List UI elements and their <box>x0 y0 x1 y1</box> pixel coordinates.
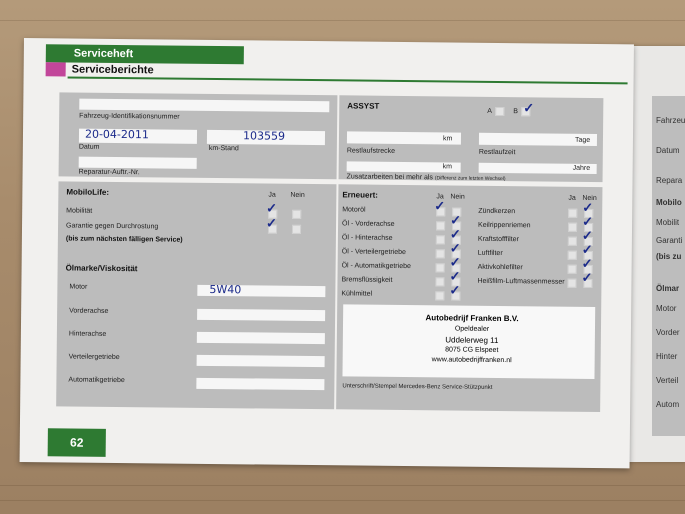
check-mark: ✓ <box>582 199 594 215</box>
erneuert-ja-checkbox[interactable] <box>568 265 577 274</box>
next-page-fragment: Garanti <box>656 236 683 245</box>
erneuert-item: Öl - Hinterachse <box>341 234 393 242</box>
jahre-unit: Jahre <box>572 164 591 172</box>
assyst-option-a-checkbox[interactable] <box>495 107 504 116</box>
assyst-option-b-label: B <box>513 108 518 116</box>
erneuert-ja-checkbox[interactable] <box>436 235 445 244</box>
mobilo-nein-checkbox[interactable] <box>292 210 301 219</box>
erneuert-item: Bremsflüssigkeit <box>341 276 393 284</box>
oel-row-label: Motor <box>69 283 88 291</box>
mobilo-nein-checkbox[interactable] <box>292 225 301 234</box>
check-mark: ✓ <box>449 282 461 298</box>
date-value: 20-04-2011 <box>84 127 149 142</box>
stamp-line: Opeldealer <box>454 325 490 333</box>
mobilo-item: Mobilität <box>66 207 93 215</box>
check-mark: ✓ <box>523 100 535 116</box>
oel-vorderachse-field[interactable] <box>197 309 325 321</box>
km-unit: km <box>442 135 453 143</box>
next-page-fragment: Vorder <box>656 328 680 337</box>
erneuert-panel <box>336 184 602 412</box>
erneuert-ja-checkbox[interactable] <box>567 279 576 288</box>
erneuert-item: Öl - Automatikgetriebe <box>341 262 411 271</box>
section-header: Serviceheft <box>46 44 244 64</box>
erneuert-title: Erneuert: <box>342 190 378 200</box>
erneuert-ja-checkbox[interactable] <box>568 209 577 218</box>
oel-hinterachse-field[interactable] <box>197 332 325 344</box>
order-field[interactable] <box>79 157 197 169</box>
next-page-fragment: Datum <box>656 146 680 155</box>
erneuert-ja-checkbox[interactable] <box>568 251 577 260</box>
stamp-line: 8075 CG Elspeet <box>445 346 499 354</box>
check-mark: ✓ <box>581 241 593 257</box>
zusatz-label-text: Zusatzarbeiten bei mehr als <box>346 173 433 182</box>
stamp-field[interactable] <box>342 304 595 379</box>
erneuert-ja-checkbox[interactable] <box>568 223 577 232</box>
stamp-line: Autobedrijf Franken B.V. <box>425 313 519 324</box>
km-label: km-Stand <box>208 144 239 153</box>
next-page-fragment: Mobilit <box>656 218 680 227</box>
vehicle-info-panel <box>59 92 338 179</box>
erneuert-item: Luftfilter <box>477 249 503 258</box>
erneuert-item: Heißfilm-Luftmassenmesser <box>477 277 565 286</box>
oel-row-label: Verteilergetriebe <box>68 353 120 362</box>
check-mark: ✓ <box>449 240 461 256</box>
assyst-option-a-label: A <box>487 107 492 115</box>
erneuert-nein-header: Nein <box>582 194 597 203</box>
next-page-fragment: Motor <box>656 304 677 313</box>
oel-automatikgetriebe-field[interactable] <box>196 378 324 390</box>
order-label: Reparatur-Auftr.-Nr. <box>78 168 140 177</box>
check-mark: ✓ <box>449 226 461 242</box>
erneuert-item: Keilrippenriemen <box>478 221 531 230</box>
erneuert-item: Zündkerzen <box>478 207 516 216</box>
date-label: Datum <box>78 143 100 151</box>
stamp-line: www.autobedrijffranken.nl <box>431 356 512 365</box>
check-mark: ✓ <box>265 215 278 231</box>
tage-unit: Tage <box>574 136 591 144</box>
mobilo-title: MobiloLife: <box>66 187 110 197</box>
next-page-fragment: Hinter <box>656 352 678 361</box>
oel-row-label: Vorderachse <box>69 307 109 315</box>
oel-title: Ölmarke/Viskosität <box>65 263 138 274</box>
erneuert-item: Motoröl <box>342 206 366 214</box>
check-mark: ✓ <box>434 198 446 214</box>
dealer-stamp <box>367 313 577 365</box>
check-mark: ✓ <box>582 213 594 229</box>
km-unit: km <box>442 163 453 171</box>
erneuert-ja-checkbox[interactable] <box>435 291 444 300</box>
erneuert-item: Öl - Vorderachse <box>342 220 395 228</box>
mobilo-item: Garantie gegen Durchrostung <box>65 222 159 231</box>
next-page-fragment: Autom <box>656 400 680 409</box>
erneuert-ja-header: Ja <box>568 194 576 202</box>
assyst-panel <box>339 95 604 182</box>
km-value: 103559 <box>242 129 286 143</box>
next-page-fragment: Repara <box>656 176 683 185</box>
oel-row-label: Hinterachse <box>68 330 107 338</box>
erneuert-ja-checkbox[interactable] <box>436 249 445 258</box>
next-page-fragment: Verteil <box>656 376 679 385</box>
oel-verteilergetriebe-field[interactable] <box>197 355 325 367</box>
check-mark: ✓ <box>581 269 593 285</box>
check-mark: ✓ <box>581 255 593 271</box>
page-number: 62 <box>48 428 106 457</box>
restlaufzeit-label: Restlaufzeit <box>478 148 516 157</box>
next-page-fragment: Fahrzeu <box>656 116 685 125</box>
oel-motor-value: 5W40 <box>209 282 242 297</box>
zusatz-label <box>347 173 506 182</box>
erneuert-nein-header: Nein <box>450 193 465 201</box>
assyst-title: ASSYST <box>347 101 380 111</box>
erneuert-item: Kühlmittel <box>341 290 373 298</box>
erneuert-ja-checkbox[interactable] <box>568 237 577 246</box>
next-page-fragment: (bis zu <box>656 252 682 261</box>
stamp-caption: Unterschrift/Stempel Mercedes-Benz Service-Stützpunkt <box>342 383 493 391</box>
check-mark: ✓ <box>266 200 278 216</box>
stamp-line: Uddelerweg 11 <box>445 335 499 345</box>
section-marker <box>46 62 66 76</box>
next-page-fragment: Ölmar <box>656 284 680 293</box>
vin-label: Fahrzeug-Identifikationsnummer <box>79 112 180 121</box>
page-title: Serviceberichte <box>71 63 154 77</box>
check-mark: ✓ <box>581 227 593 243</box>
oel-row-label: Automatikgetriebe <box>68 376 125 385</box>
erneuert-ja-checkbox[interactable] <box>436 263 445 272</box>
mobilo-oel-panel <box>56 181 336 409</box>
vin-field[interactable] <box>79 99 329 113</box>
erneuert-item: Aktivkohlefilter <box>477 263 523 272</box>
erneuert-item: Kraftstofffilter <box>477 235 519 244</box>
check-mark: ✓ <box>449 254 461 270</box>
check-mark: ✓ <box>449 268 461 284</box>
service-booklet-page <box>20 38 634 468</box>
erneuert-ja-checkbox[interactable] <box>436 221 445 230</box>
mobilo-note: (bis zum nächsten fälligen Service) <box>65 235 183 244</box>
mobilo-nein-header: Nein <box>290 191 305 199</box>
erneuert-item: Öl - Verteilergetriebe <box>341 248 407 257</box>
mobilo-ja-header: Ja <box>268 191 276 199</box>
restlaufstrecke-label: Restlaufstrecke <box>346 147 396 155</box>
erneuert-ja-header: Ja <box>436 193 444 201</box>
title-rule <box>68 76 628 84</box>
erneuert-ja-checkbox[interactable] <box>435 277 444 286</box>
zusatz-note: (Differenz zum letzten Wechsel) <box>434 175 506 183</box>
next-page-fragment: Mobilo <box>656 198 682 207</box>
check-mark: ✓ <box>450 212 462 228</box>
